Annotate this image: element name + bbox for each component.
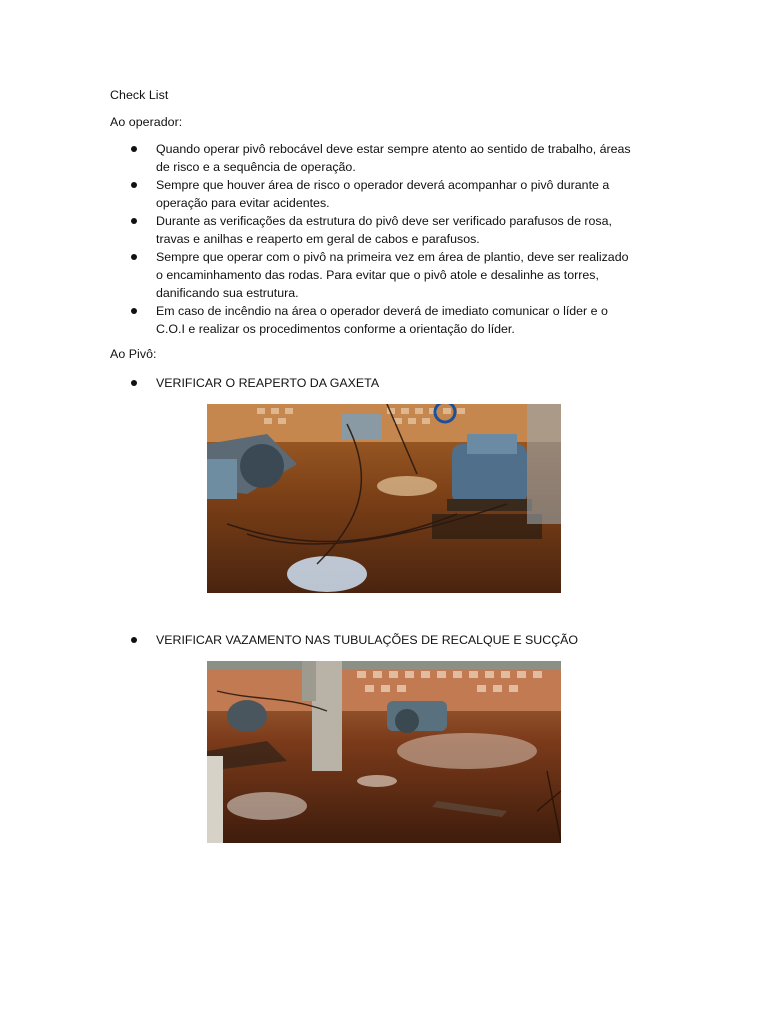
- list-item: Sempre que houver área de risco o operador deverá acompanhar o pivô durante a operação para evitar acidentes.: [110, 176, 670, 212]
- bullet-icon: [131, 218, 137, 224]
- list-item: Em caso de incêndio na área o operador deverá de imediato comunicar o líder e o C.O.I e realizar os procedimentos conforme a orientação do líder.: [110, 302, 670, 338]
- pivo-list-1: [110, 374, 670, 392]
- pipe-room-image: [207, 661, 561, 843]
- operator-heading: Ao operador:: [110, 115, 183, 129]
- gasket-pump-photo: [207, 404, 561, 593]
- operator-list: [110, 140, 670, 338]
- pivo-list-2: [110, 631, 670, 649]
- bullet-icon: [131, 308, 137, 314]
- pipe-leak-photo: [207, 661, 561, 843]
- pivo-heading: Ao Pivô:: [110, 347, 157, 361]
- bullet-icon: [131, 146, 137, 152]
- list-item: VERIFICAR O REAPERTO DA GAXETA: [110, 374, 670, 392]
- document-title: Check List: [110, 88, 169, 102]
- list-item: Durante as verificações da estrutura do pivô deve ser verificado parafusos de rosa, travas e anilhas e reaperto em geral de cabos e parafusos.: [110, 212, 670, 248]
- bullet-icon: [131, 254, 137, 260]
- bullet-icon: [131, 182, 137, 188]
- list-item: Quando operar pivô rebocável deve estar sempre atento ao sentido de trabalho, áreas de risco e a sequência de operação.: [110, 140, 670, 176]
- list-item: Sempre que operar com o pivô na primeira vez em área de plantio, deve ser realizado o encaminhamento das rodas. Para evitar que o pivô atole e desalinhe as torres, danificando sua estrutura.: [110, 248, 670, 302]
- pump-room-image: [207, 404, 561, 593]
- bullet-icon: [131, 380, 137, 386]
- bullet-icon: [131, 637, 137, 643]
- list-item: VERIFICAR VAZAMENTO NAS TUBULAÇÕES DE RECALQUE E SUCÇÃO: [110, 631, 670, 649]
